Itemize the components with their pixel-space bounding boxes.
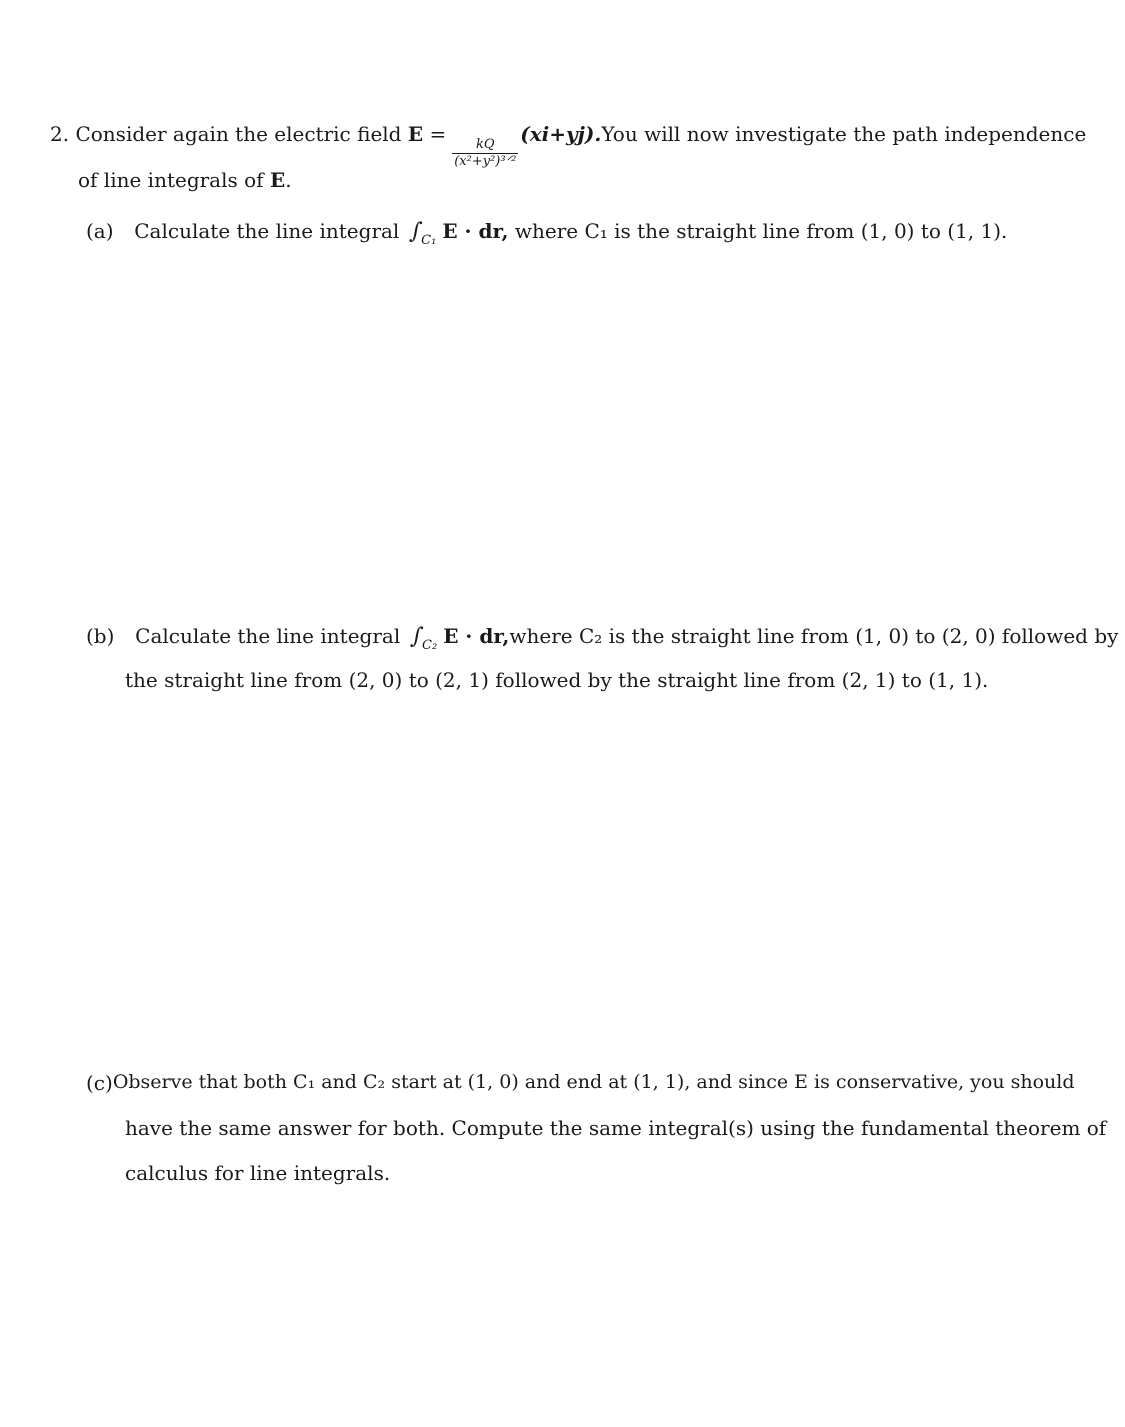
problem-statement-line-1: [50, 122, 1087, 169]
part-c-line-1: [86, 1071, 1075, 1095]
part-b-intro: Calculate the line integral: [135, 624, 401, 648]
part-a-description: where C₁ is the straight line from (1, 0) to (1, 1).: [514, 219, 1008, 243]
problem-intro: Consider again the electric field: [75, 122, 402, 146]
part-a-integral-subscript: C₁: [421, 232, 437, 248]
part-c-line-2: [125, 1116, 1107, 1140]
problem-number: 2.: [50, 122, 70, 146]
field-symbol: E: [407, 122, 424, 146]
part-b-description: where C₂ is the straight line from (1, 0) to (2, 0) followed by: [509, 624, 1119, 648]
part-b-line-2: the straight line from (2, 0) to (2, 1) followed by the straight line from (2, 1) to (1, 1).: [125, 668, 989, 692]
problem-line2-symbol: E: [269, 168, 286, 192]
part-c-text-1: Observe that both C₁ and C₂ start at (1, 0) and end at (1, 1), and since E is conservative, you should: [112, 1071, 1075, 1093]
part-a: [86, 221, 1007, 247]
part-b-integrand: E · dr,: [443, 624, 510, 648]
part-c-label: (c): [86, 1071, 113, 1095]
part-a-label: (a): [86, 219, 114, 243]
part-c-text-2: have the same answer for both. Compute the same integral(s) using the fundamental theorem of: [125, 1116, 1107, 1140]
part-b-integral-subscript: C₂: [422, 637, 438, 653]
part-a-integrand: E · dr,: [442, 219, 509, 243]
problem-intro-continued: You will now investigate the path independence: [601, 122, 1087, 146]
part-c-line-3: calculus for line integrals.: [125, 1161, 391, 1185]
problem-line2-text: of line integrals of: [78, 168, 264, 192]
equals-sign: =: [429, 122, 447, 146]
part-a-intro: Calculate the line integral: [134, 219, 400, 243]
part-b-line-1: [86, 624, 1119, 653]
problem-statement-line-2: [78, 170, 292, 190]
fraction-denominator: (x²+y²)³ᐟ²: [454, 153, 517, 169]
integral-sign-icon: ∫: [408, 219, 423, 244]
problem-line2-end: .: [285, 168, 292, 192]
vector-expression: (xi+yj).: [520, 122, 602, 146]
integral-sign-icon: ∫: [408, 624, 424, 649]
field-fraction: [452, 138, 518, 168]
part-b-label: (b): [86, 624, 115, 648]
fraction-numerator: kQ: [475, 137, 495, 153]
part-b-head: [86, 626, 509, 652]
problem-head: [50, 124, 601, 168]
